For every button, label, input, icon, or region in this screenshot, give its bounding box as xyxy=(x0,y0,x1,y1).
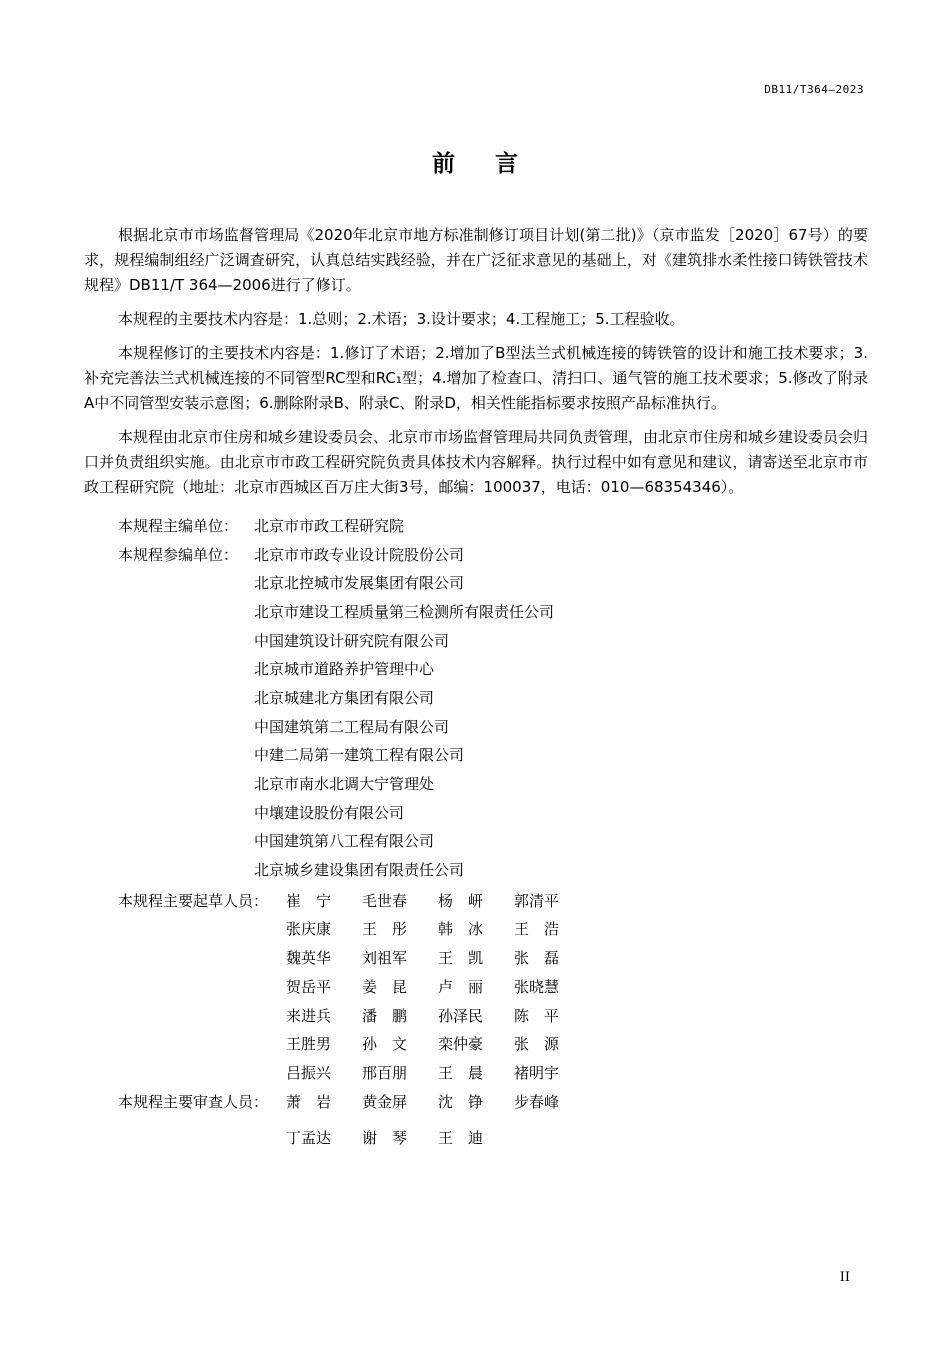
participating-unit-name: 北京北控城市发展集团有限公司 xyxy=(254,574,465,593)
page-number: II xyxy=(839,1270,850,1285)
person-name: 魏英华 xyxy=(286,949,332,968)
person-name: 王 晨 xyxy=(438,1063,484,1082)
participating-unit-row xyxy=(84,856,868,885)
page-title: 前言 xyxy=(432,151,558,177)
participating-unit-row xyxy=(84,799,868,828)
person-name: 吕振兴 xyxy=(286,1063,332,1082)
person-name: 邢百朋 xyxy=(362,1063,408,1082)
person-name: 韩 冰 xyxy=(438,920,484,939)
person-name: 黄金屏 xyxy=(362,1092,408,1111)
participating-unit-row xyxy=(84,742,868,771)
person-name: 丁孟达 xyxy=(286,1129,332,1148)
person-name: 谢 琴 xyxy=(362,1129,408,1148)
participating-unit-row xyxy=(84,828,868,857)
person-name: 孙 文 xyxy=(362,1035,408,1054)
person-name: 萧 岩 xyxy=(286,1092,332,1111)
participating-unit-row xyxy=(84,713,868,742)
participating-unit-row xyxy=(84,569,868,598)
person-name: 刘祖军 xyxy=(362,949,408,968)
participating-unit-name: 北京城市道路养护管理中心 xyxy=(254,660,435,679)
chief-unit-row xyxy=(84,512,868,541)
participating-unit-name: 北京市市政专业设计院股份公司 xyxy=(254,545,465,564)
person-name: 卢 丽 xyxy=(438,977,484,996)
participating-unit-row xyxy=(84,598,868,627)
participating-unit-name: 北京市南水北调大宁管理处 xyxy=(254,775,435,794)
person-name: 贺岳平 xyxy=(286,977,332,996)
person-name: 沈 铮 xyxy=(438,1092,484,1111)
drafters-row xyxy=(84,916,868,945)
drafters-label: 本规程主要起草人员： xyxy=(118,891,269,910)
participating-units-label: 本规程参编单位： xyxy=(118,545,239,564)
paragraph: 根据北京市市场监督管理局《2020年北京市地方标准制修订项目计划(第二批)》（京市监发［2020］67号）的要求，规程编制组经广泛调查研究，认真总结实践经验，并在广泛征求意见的基础上，对《建筑排水柔性接口铸铁管技术规程》DB11/T 364—2006进行了修订。 xyxy=(84,226,868,294)
drafters-row xyxy=(84,973,868,1002)
participating-unit-name: 中国建筑第二工程局有限公司 xyxy=(254,717,450,736)
person-name: 潘 鹏 xyxy=(362,1006,408,1025)
person-name: 王 彤 xyxy=(362,920,408,939)
person-name: 褚明宇 xyxy=(514,1063,560,1082)
person-name: 姜 昆 xyxy=(362,977,408,996)
participating-unit-name: 中建二局第一建筑工程有限公司 xyxy=(254,746,465,765)
participating-unit-name: 北京城乡建设集团有限责任公司 xyxy=(254,861,465,880)
person-name: 张 磊 xyxy=(514,949,560,968)
participating-unit-row xyxy=(84,684,868,713)
person-name: 杨 岍 xyxy=(438,891,484,910)
person-name: 陈 平 xyxy=(514,1006,560,1025)
participating-unit-name: 中壤建设股份有限公司 xyxy=(254,803,405,822)
person-name: 栾仲豪 xyxy=(438,1035,484,1054)
chief-unit-label: 本规程主编单位： xyxy=(118,516,239,535)
drafters-section xyxy=(84,887,868,1153)
person-name: 王 浩 xyxy=(514,920,560,939)
units-section xyxy=(84,512,868,885)
drafters-row xyxy=(84,944,868,973)
chief-unit-name: 北京市市政工程研究院 xyxy=(254,516,405,535)
paragraph: 本规程由北京市住房和城乡建设委员会、北京市市场监督管理局共同负责管理，由北京市住房和城乡建设委员会归口并负责组织实施。由北京市市政工程研究院负责具体技术内容解释。执行过程中如有意见和建议，请寄送至北京市市政工程研究院（地址：北京市西城区百万庄大街3号，邮编：100037，电话：010—68354346）。 xyxy=(84,428,869,496)
person-name: 步春峰 xyxy=(514,1092,560,1111)
person-name: 王 迪 xyxy=(438,1129,484,1148)
participating-unit-name: 北京市建设工程质量第三检测所有限责任公司 xyxy=(254,602,555,621)
person-name: 来进兵 xyxy=(286,1006,332,1025)
reviewers-row xyxy=(84,1124,868,1153)
person-name: 毛世春 xyxy=(362,891,408,910)
participating-unit-name: 中国建筑第八工程有限公司 xyxy=(254,832,435,851)
participating-unit-row xyxy=(84,770,868,799)
paragraph: 本规程修订的主要技术内容是：1.修订了术语；2.增加了B型法兰式机械连接的铸铁管的设计和施工技术要求；3.补充完善法兰式机械连接的不同管型RC型和RC₁型；4.增加了检查口、清扫口、通气管的施工技术要求；5.修改了附录A中不同管型安装示意图；6.删除附录B、附录C、附录D，相关性能指标要求按照产品标准执行。 xyxy=(84,344,868,412)
paragraph: 本规程的主要技术内容是：1.总则；2.术语；3.设计要求；4.工程施工；5.工程验收。 xyxy=(118,310,685,328)
standard-code: DB11/T364—2023 xyxy=(764,83,864,96)
person-name: 王胜男 xyxy=(286,1035,332,1054)
reviewers-label: 本规程主要审查人员： xyxy=(118,1092,269,1111)
person-name: 郭清平 xyxy=(514,891,560,910)
drafters-row xyxy=(84,1059,868,1088)
participating-unit-row xyxy=(84,627,868,656)
participating-unit-row xyxy=(84,541,868,570)
drafters-row xyxy=(84,1002,868,1031)
person-name: 孙泽民 xyxy=(438,1006,484,1025)
participating-unit-name: 北京城建北方集团有限公司 xyxy=(254,688,435,707)
person-name: 张庆康 xyxy=(286,920,332,939)
person-name: 张晓慧 xyxy=(514,977,560,996)
person-name: 张 源 xyxy=(514,1035,560,1054)
drafters-row xyxy=(84,1030,868,1059)
person-name: 崔 宁 xyxy=(286,891,332,910)
person-name: 王 凯 xyxy=(438,949,484,968)
drafters-row xyxy=(84,887,868,916)
participating-unit-name: 中国建筑设计研究院有限公司 xyxy=(254,631,450,650)
participating-unit-row xyxy=(84,655,868,684)
reviewers-row xyxy=(84,1088,868,1117)
document-body xyxy=(84,223,868,1153)
